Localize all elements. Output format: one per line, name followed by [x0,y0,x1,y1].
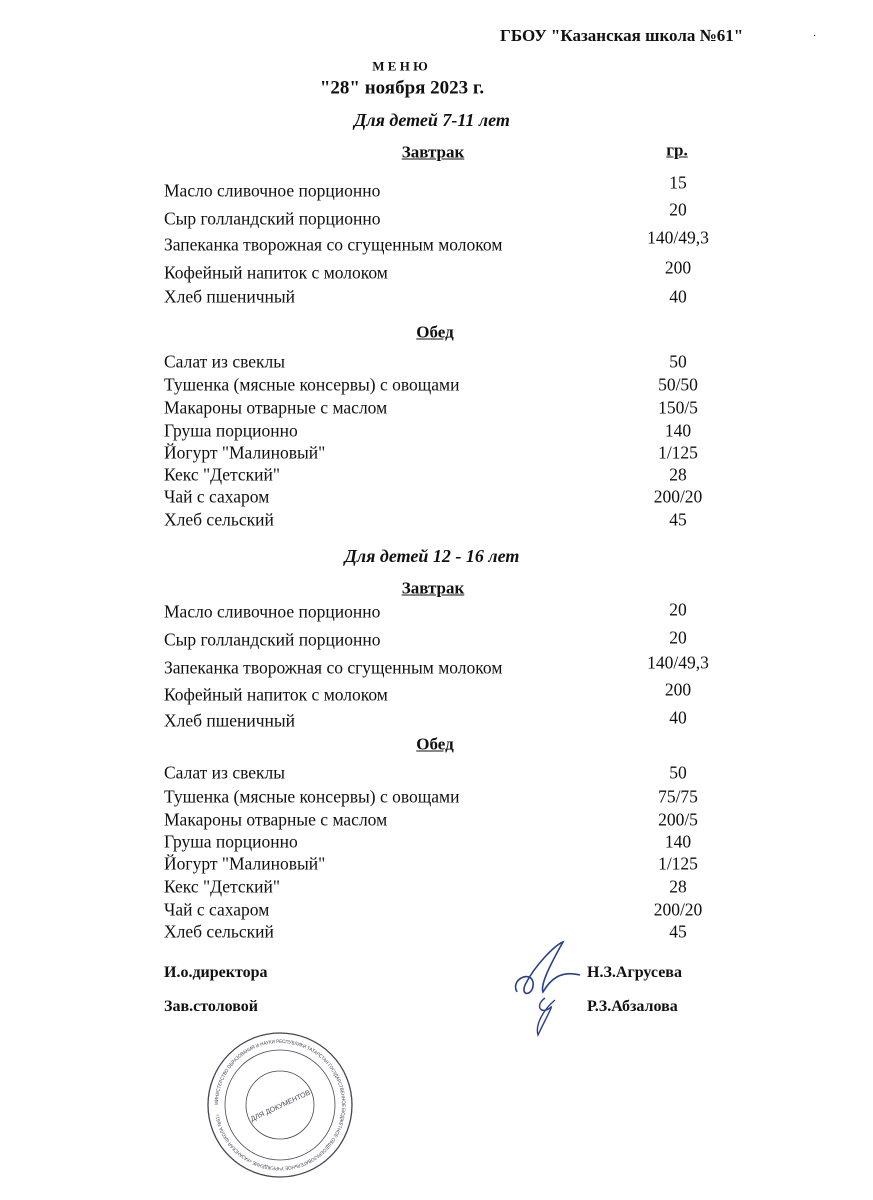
menu-item-name: Макароны отварные с маслом [164,809,388,830]
menu-item-grams: 140 [664,420,692,441]
menu-item-name: Тушенка (мясные консервы) с овощами [164,786,460,807]
menu-item-name: Салат из свеклы [164,762,286,783]
menu-item-grams: 50 [669,351,687,372]
menu-title: М Е Н Ю [372,58,428,74]
menu-item-name: Хлеб сельский [164,921,274,942]
menu-item-grams: 20 [669,599,687,620]
meal-title: Обед [416,322,454,342]
meal-title: Обед [416,734,454,754]
menu-item-grams: 45 [669,921,687,942]
menu-item-grams: 150/5 [658,397,698,418]
menu-item-name: Тушенка (мясные консервы) с овощами [164,374,460,395]
menu-item-grams: 200 [664,679,692,700]
menu-item-name: Кекс "Детский" [164,876,281,897]
menu-item-name: Йогурт "Малиновый" [164,853,326,874]
menu-item-grams: 140/49,3 [647,652,709,673]
signature-name: Н.З.Агрусева [587,964,682,981]
meal-title: Завтрак [401,578,465,598]
menu-item-grams: 28 [669,464,687,485]
menu-item-name: Запеканка творожная со сгущенным молоком [164,657,503,678]
menu-item-grams: 15 [669,172,687,193]
menu-item-grams: 40 [669,286,687,307]
menu-item-grams: 140/49,3 [647,227,709,248]
menu-item-name: Хлеб пшеничный [164,710,296,731]
handwritten-signature [505,940,580,1040]
menu-item-grams: 20 [669,627,687,648]
meal-title: Завтрак [401,142,465,162]
menu-item-grams: 50/50 [658,374,698,395]
menu-item-grams: 75/75 [658,786,698,807]
menu-item-grams: 28 [669,876,687,897]
menu-item-grams: 50 [669,762,687,783]
signature-role: Зав.столовой [164,998,258,1015]
stamp-ring-text: МИНИСТЕРСТВО ОБРАЗОВАНИЯ И НАУКИ РЕСПУБЛИКИ ТАТАРСТАН ГОСУДАРСТВЕННОЕ БЮДЖЕТНОЕ ОБЩЕОБРАЗОВАТЕЛЬНОЕ УЧРЕЖДЕНИЕ «КАЗАНСКАЯ ШКОЛА №61» [213,1038,347,1172]
signature-role: И.о.директора [164,964,268,981]
menu-item-name: Хлеб пшеничный [164,286,296,307]
menu-item-name: Груша порционно [164,420,298,441]
menu-item-name: Чай с сахаром [164,486,270,507]
menu-item-grams: 45 [669,509,687,530]
grams-column-header: гр. [666,140,688,160]
stamp-center-text: ДЛЯ ДОКУМЕНТОВ [249,1089,312,1124]
school-name: ГБОУ "Казанская школа №61" [500,26,744,45]
menu-item-grams: 1/125 [658,442,698,463]
menu-item-name: Запеканка творожная со сгущенным молоком [164,234,503,255]
menu-item-name: Кофейный напиток с молоком [164,262,388,283]
speck: · [813,31,817,42]
signature-name: Р.З.Абзалова [587,998,678,1015]
menu-date: "28" ноября 2023 г. [319,77,485,99]
menu-item-grams: 140 [664,831,692,852]
menu-item-name: Кекс "Детский" [164,464,281,485]
menu-item-name: Хлеб сельский [164,509,274,530]
menu-item-name: Сыр голландский порционно [164,208,381,229]
menu-item-name: Кофейный напиток с молоком [164,684,388,705]
menu-item-name: Масло сливочное порционно [164,601,381,622]
menu-item-name: Макароны отварные с маслом [164,397,388,418]
menu-item-grams: 200/20 [653,899,703,920]
menu-item-grams: 200 [664,257,692,278]
menu-item-name: Сыр голландский порционно [164,629,381,650]
menu-item-grams: 40 [669,707,687,728]
menu-item-grams: 200/5 [658,809,698,830]
age-group-title: Для детей 12 - 16 лет [344,546,520,566]
menu-item-name: Груша порционно [164,831,298,852]
official-stamp [205,1030,355,1180]
menu-item-grams: 1/125 [658,853,698,874]
menu-item-grams: 20 [669,199,687,220]
menu-item-name: Салат из свеклы [164,351,286,372]
menu-item-name: Чай с сахаром [164,899,270,920]
menu-item-name: Масло сливочное порционно [164,180,381,201]
menu-item-grams: 200/20 [653,486,703,507]
menu-item-name: Йогурт "Малиновый" [164,442,326,463]
age-group-title: Для детей 7-11 лет [354,110,510,130]
